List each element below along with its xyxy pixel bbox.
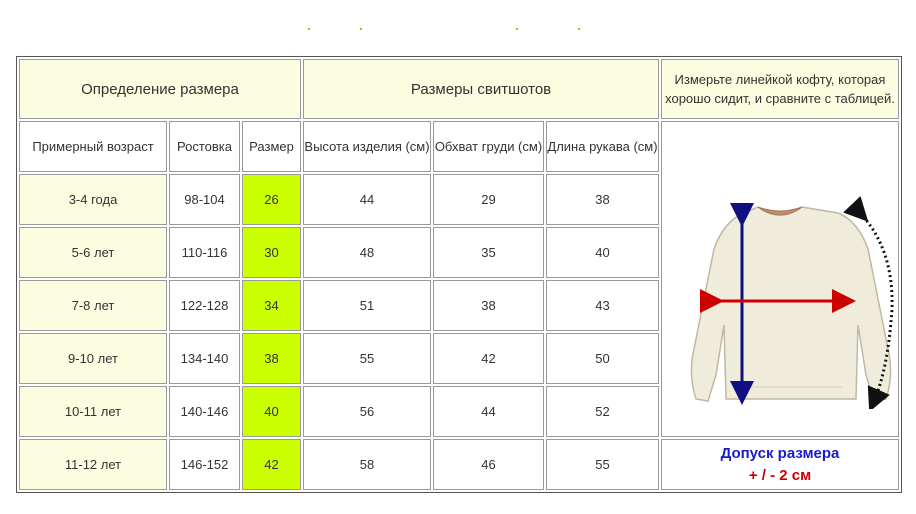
size-cell: 26 [242,174,301,225]
chest-cell: 29 [433,174,544,225]
age-cell: 9-10 лет [19,333,167,384]
chest-cell: 35 [433,227,544,278]
col-header-sleeve: Длина рукава (см) [546,121,659,172]
size-tolerance [661,439,899,490]
length-cell: 44 [303,174,431,225]
chest-cell: 38 [433,280,544,331]
age-cell: 3-4 года [19,174,167,225]
height-cell: 146-152 [169,439,240,490]
col-header-length: Высота изделия (см) [303,121,431,172]
sleeve-cell: 50 [546,333,659,384]
age-cell: 7-8 лет [19,280,167,331]
sleeve-cell: 40 [546,227,659,278]
col-header-age: Примерный возраст [19,121,167,172]
sleeve-cell: 43 [546,280,659,331]
length-cell: 51 [303,280,431,331]
sweatshirt-illustration [661,121,899,437]
age-cell: 11-12 лет [19,439,167,490]
size-cell: 42 [242,439,301,490]
size-cell: 38 [242,333,301,384]
height-cell: 134-140 [169,333,240,384]
decorative-dots [0,28,916,40]
length-cell: 58 [303,439,431,490]
header-measure-note: Измерьте линейкой кофту, которая хорошо сидит, и сравните с таблицей. [661,59,899,119]
col-header-size: Размер [242,121,301,172]
sweatshirt-body [691,207,890,401]
length-cell: 55 [303,333,431,384]
sleeve-cell: 38 [546,174,659,225]
length-cell: 48 [303,227,431,278]
col-header-chest: Обхват груди (см) [433,121,544,172]
chest-cell: 42 [433,333,544,384]
height-cell: 122-128 [169,280,240,331]
tolerance-value: + / - 2 см [748,466,812,484]
size-cell: 40 [242,386,301,437]
age-cell: 5-6 лет [19,227,167,278]
size-cell: 30 [242,227,301,278]
size-cell: 34 [242,280,301,331]
sleeve-cell: 55 [546,439,659,490]
size-chart-table [16,56,902,493]
chest-cell: 46 [433,439,544,490]
height-cell: 110-116 [169,227,240,278]
col-header-height: Ростовка [169,121,240,172]
age-cell: 10-11 лет [19,386,167,437]
tolerance-title: Допуск размера [720,444,840,462]
height-cell: 98-104 [169,174,240,225]
header-size-definition: Определение размера [19,59,301,119]
header-sweatshirt-sizes: Размеры свитшотов [303,59,659,119]
sweatshirt-measure-diagram [662,149,898,409]
sleeve-cell: 52 [546,386,659,437]
length-cell: 56 [303,386,431,437]
height-cell: 140-146 [169,386,240,437]
chest-cell: 44 [433,386,544,437]
